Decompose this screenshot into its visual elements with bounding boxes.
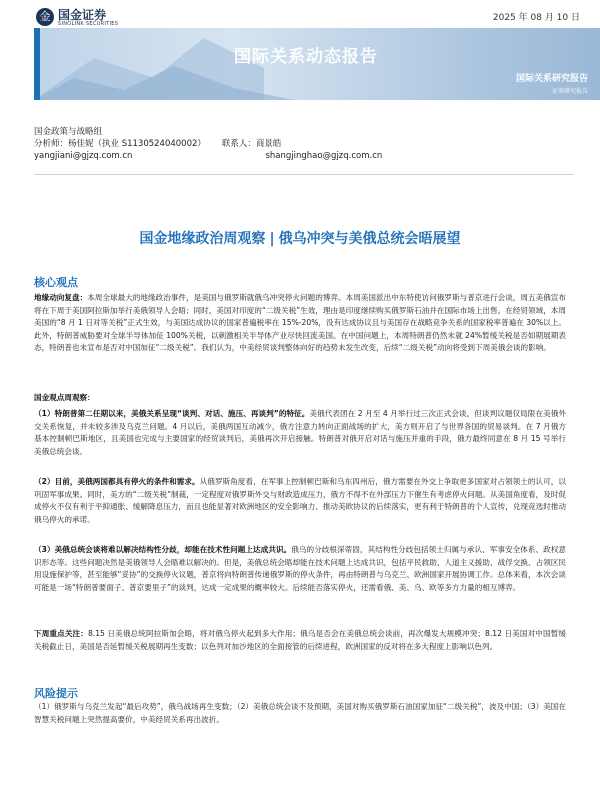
- author-block: [34, 126, 574, 162]
- report-title: 国际关系动态报告: [234, 47, 378, 67]
- logo-name: 国金证券: [58, 8, 107, 22]
- risk-heading: 风险提示: [34, 687, 78, 700]
- main-title-part1: 国金地缘政治周观察: [139, 231, 266, 247]
- logo-mark: 金: [36, 8, 54, 26]
- contact-name: 联系人：商景皓: [221, 139, 282, 149]
- paragraph-label: （2）目前，美俄两国都具有停火的条件和需求。: [34, 477, 200, 486]
- analyst-name: 分析师：杨佳妮（执业 S1130524040002）: [34, 139, 206, 149]
- paragraph-point-3: [34, 544, 566, 594]
- paragraph-label: 地缘动向复盘：: [34, 293, 88, 302]
- paragraph-label: （3）美俄总统会谈将难以解决结构性分歧，却能在技术性问题上达成共识。: [34, 545, 292, 554]
- main-title-part2: 俄乌冲突与美俄总统会晤展望: [278, 231, 461, 247]
- report-date: 2025 年 08 月 10 日: [492, 13, 580, 23]
- paragraph-geopolitics: [34, 292, 566, 355]
- risk-paragraph: [34, 701, 566, 726]
- core-heading: 核心观点: [34, 276, 78, 289]
- title-separator: |: [269, 231, 275, 247]
- analyst-email[interactable]: yangjiani@gjzq.com.cn: [34, 151, 133, 161]
- header-divider: [34, 174, 574, 175]
- paragraph-text: 8.15 日美俄总统阿拉斯加会晤，将对俄乌停火起到多大作用；俄乌是否会在美俄总统会谈前，再次爆发大规模冲突；8.12 日美国对中国暂缓关税截止日，美国是否延暂缓关税展期再生变数；以色列对加沙地区的全面接管的后续进程，欧洲国家的反对将在多大程度上影响以色列。: [34, 629, 567, 651]
- paragraph-label: 下周重点关注：: [34, 629, 88, 638]
- paragraph-text: 从俄罗斯角度看，在军事上控制顿巴斯和乌东四州后，俄方需要在外交上争取更多国家对占领领土的认可，以巩固军事成果。同时，美方的“二级关税”制裁，一定程度对俄罗斯外交与财政造成压力，俄方不得不在外部压力下催生有考虑停火问题。从美国角度看，及时促成停火不仅有利于平抑通胀、缓解降息压力，而且也能显著对欧洲地区的安全影响力、推动美欧协议的后续落实，更有利于特朗普的个人宣传，兑现竞选时推动俄乌停火的承诺。: [34, 477, 567, 524]
- report-header: [0, 0, 600, 112]
- paragraph-text: 美俄代表团在 2 月至 4 月举行过三次正式会谈，但谈判议题仅局限在美俄外交关系恢复，并未较多涉及乌克兰问题。4 月以后，美俄两国互动减少，俄方注意力转向正面战场的扩大，美方则开启了与世界各国的贸易谈判。在 7 月俄方基本控制顿巴斯地区，且美国也完成与主要国家的经贸谈判后，美俄再次开启接触。特朗普对俄开启对话与施压并重的手段，俄方最终同意在 8 月 15 号举行美俄总统会谈。: [34, 409, 566, 456]
- email-line: [34, 150, 574, 162]
- logo-subtitle: SINOLINK SECURITIES: [58, 21, 119, 27]
- group-name: 国金政策与战略组: [34, 127, 103, 137]
- paragraph-label: （1）特朗普第二任期以来，美俄关系呈现“谈判、对话、施压、再谈判”的特征。: [34, 409, 310, 418]
- risk-text: （1）俄罗斯与乌克兰发起“最后攻势”，俄乌战场再生变数；（2）美俄总统会谈不及预期，美国对购买俄罗斯石油国家加征“二级关税”，波及中国；（3）美国在智慧关税问题上突然提高要价，中美经贸关系再出波折。: [34, 702, 566, 724]
- title-banner: [34, 28, 600, 100]
- paragraph-point-2: [34, 476, 566, 526]
- paragraph-point-1: [34, 408, 566, 458]
- views-heading: [34, 392, 566, 405]
- paragraph-next-week: [34, 628, 566, 653]
- main-title: [0, 228, 600, 248]
- paragraph-text: 本周全球最大的地缘政治事件，是美国与俄罗斯就俄乌冲突停火问题的博弈。本周美国派出中东特使访问俄罗斯与普京进行会谈，周五美俄宣布将在下周于美国阿拉斯加举行美俄领导人会晤；同时，美国对印度的“二级关税”生效，理由是印度继续购买俄罗斯石油并在国际市场上出售。在经贸领域，本周美国的“8 月 1 日对等关税”正式生效，与美国达成协议的国家普遍税率在 15%-20%，没有达成协议且与美国存在战略竞争关系的国家税率普遍在 30%以上。此外，特朗普威胁要对全球半导体加征 100%关税，以刺激相关半导体产业尽快回流美国。在中国问题上，本周特朗普仍然未就 24%暂缓关税是否如期展期表态，特朗普也未宣布是否对中国加征“二级关税”。我们认为，中美经贸谈判整体向好的趋势未发生改变，后续“二级关税”动向将受到下周美俄会谈的影响。: [34, 293, 566, 353]
- views-heading-text: 国金观点周观察：: [34, 393, 95, 402]
- analyst-line: [34, 138, 574, 150]
- report-category: 证券研究报告: [551, 88, 588, 95]
- contact-email[interactable]: shangjinghao@gjzq.com.cn: [265, 151, 383, 161]
- paragraph-text: 俄乌的分歧根深蒂固，其结构性分歧包括领土归属与承认、军事安全体系、政权意识形态等。这些问题决然是美俄领导人会晤难以解决的。但是，美俄总统会晤却能在技术问题上达成共识，包括平民救助、人道主义援助、战俘交换、占领区民用设施保护等，甚至能够“妥协”的交换停火议题，普京将向特朗普传递俄罗斯的停火条件，再由特朗普与乌克兰、欧洲国家开展协调工作。总体来看，本次会谈可能是一场“特朗普要面子、普京要里子”的谈判，达成一定成果的概率较大。后续能否落实停火，还需看俄、美、乌、欧等多方力量的相互博弈。: [34, 545, 567, 592]
- report-type: 国际关系研究报告: [515, 74, 588, 84]
